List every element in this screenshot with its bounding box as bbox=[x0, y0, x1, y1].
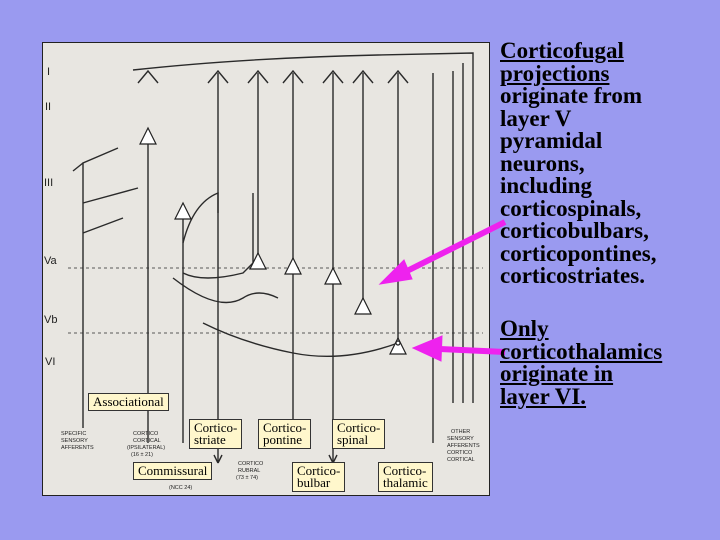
caption-cortico-cortical-2: CORTICAL bbox=[133, 438, 161, 444]
layer-label: Vb bbox=[44, 314, 58, 326]
associational-label: Associational bbox=[88, 393, 169, 411]
layer-label: VI bbox=[45, 356, 56, 368]
caption-cortico-cortical-4: (16 ± 21) bbox=[131, 452, 153, 458]
layer-label: I bbox=[47, 66, 51, 78]
caption-cortico-cortical-3: (IPSILATERAL) bbox=[127, 445, 166, 451]
caption-cortico-cortical-right-1: CORTICO bbox=[447, 450, 473, 456]
caption-specific-afferents-3: AFFERENTS bbox=[61, 445, 94, 451]
caption-other-afferents-1: OTHER bbox=[451, 429, 471, 435]
caption-cortico-rubral-1: CORTICO bbox=[238, 461, 264, 467]
caption-cortico-cortical-1: CORTICO bbox=[133, 431, 159, 437]
caption-other-afferents-3: AFFERENTS bbox=[447, 443, 480, 449]
caption-specific-afferents-2: SENSORY bbox=[61, 438, 88, 444]
arrow-to-layer-v bbox=[403, 222, 505, 273]
arrow-head-layer-vi bbox=[413, 336, 442, 361]
corticothalamic-label: Cortico- thalamic bbox=[378, 462, 433, 492]
corticofugal-text-block: Corticofugal projections originate from layer V pyramidal neurons, including corticospinals, corticobulbars, corticopontines, corticostriates. bbox=[500, 38, 657, 288]
caption-ncc: (NCC 24) bbox=[169, 485, 193, 491]
arrow-to-layer-vi bbox=[440, 349, 505, 352]
corticopontine-label: Cortico- pontine bbox=[258, 419, 311, 449]
layer-label: II bbox=[45, 101, 52, 113]
caption-cortico-cortical-right-2: CORTICAL bbox=[447, 457, 475, 463]
caption-other-afferents-2: SENSORY bbox=[447, 436, 474, 442]
corticospinal-label: Cortico- spinal bbox=[332, 419, 385, 449]
caption-specific-afferents-1: SPECIFIC bbox=[61, 431, 87, 437]
commissural-label: Commissural bbox=[133, 462, 212, 480]
caption-cortico-rubral-3: (73 ± 74) bbox=[236, 475, 258, 481]
arrow-head-layer-v bbox=[380, 260, 412, 284]
corticobulbar-label: Cortico- bulbar bbox=[292, 462, 345, 492]
corticostriate-label: Cortico- striate bbox=[189, 419, 242, 449]
caption-cortico-rubral-2: RUBRAL bbox=[238, 468, 261, 474]
corticothalamic-text-block: Only corticothalamics originate in layer VI. bbox=[500, 316, 663, 409]
layer-label: Va bbox=[44, 255, 57, 267]
layer-label: III bbox=[44, 177, 54, 189]
